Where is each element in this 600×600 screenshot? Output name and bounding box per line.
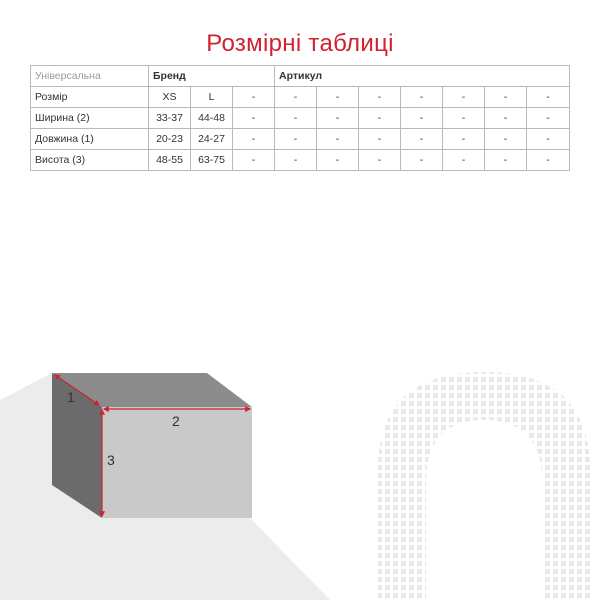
article-cell: - [485, 108, 527, 129]
brand-cell: 20-23 [149, 129, 191, 150]
article-cell: - [275, 87, 317, 108]
article-cell: - [401, 87, 443, 108]
dimension-label-length: 1 [67, 389, 75, 405]
article-cell: - [527, 150, 570, 171]
article-cell: - [317, 108, 359, 129]
article-cell: - [443, 87, 485, 108]
article-cell: - [359, 150, 401, 171]
article-cell: - [317, 87, 359, 108]
brand-cell: 48-55 [149, 150, 191, 171]
article-cell: - [275, 108, 317, 129]
page-title: Розмірні таблиці [206, 30, 394, 57]
brand-cell: 44-48 [191, 108, 233, 129]
article-cell: - [401, 129, 443, 150]
article-cell: - [485, 129, 527, 150]
article-cell: - [275, 129, 317, 150]
article-cell: - [359, 108, 401, 129]
ornament-pattern [378, 372, 590, 600]
article-cell: - [527, 129, 570, 150]
article-cell: - [527, 87, 570, 108]
brand-cell: XS [149, 87, 191, 108]
dimension-label-width: 2 [172, 413, 180, 429]
article-cell: - [233, 150, 275, 171]
article-cell: - [443, 150, 485, 171]
article-cell: - [443, 108, 485, 129]
article-cell: - [485, 150, 527, 171]
article-cell: - [359, 87, 401, 108]
article-cell: - [485, 87, 527, 108]
article-cell: - [233, 108, 275, 129]
row-label: Довжина (1) [31, 129, 149, 150]
row-label: Висота (3) [31, 150, 149, 171]
header-brand: Бренд [149, 66, 191, 87]
brand-cell: 24-27 [191, 129, 233, 150]
header-universal: Універсальна [31, 66, 149, 87]
row-label: Розмір [31, 87, 149, 108]
article-cell: - [401, 150, 443, 171]
article-cell: - [401, 108, 443, 129]
article-cell: - [233, 129, 275, 150]
article-cell: - [317, 129, 359, 150]
brand-cell: 63-75 [191, 150, 233, 171]
article-cell: - [317, 150, 359, 171]
dimension-label-height: 3 [107, 452, 115, 468]
article-cell: - [527, 108, 570, 129]
brand-cell: 33-37 [149, 108, 191, 129]
article-cell: - [359, 129, 401, 150]
header-article: Артикул [275, 66, 317, 87]
box-illustration [52, 373, 252, 518]
article-cell: - [443, 129, 485, 150]
article-cell: - [233, 87, 275, 108]
row-label: Ширина (2) [31, 108, 149, 129]
article-cell: - [275, 150, 317, 171]
brand-cell: L [191, 87, 233, 108]
